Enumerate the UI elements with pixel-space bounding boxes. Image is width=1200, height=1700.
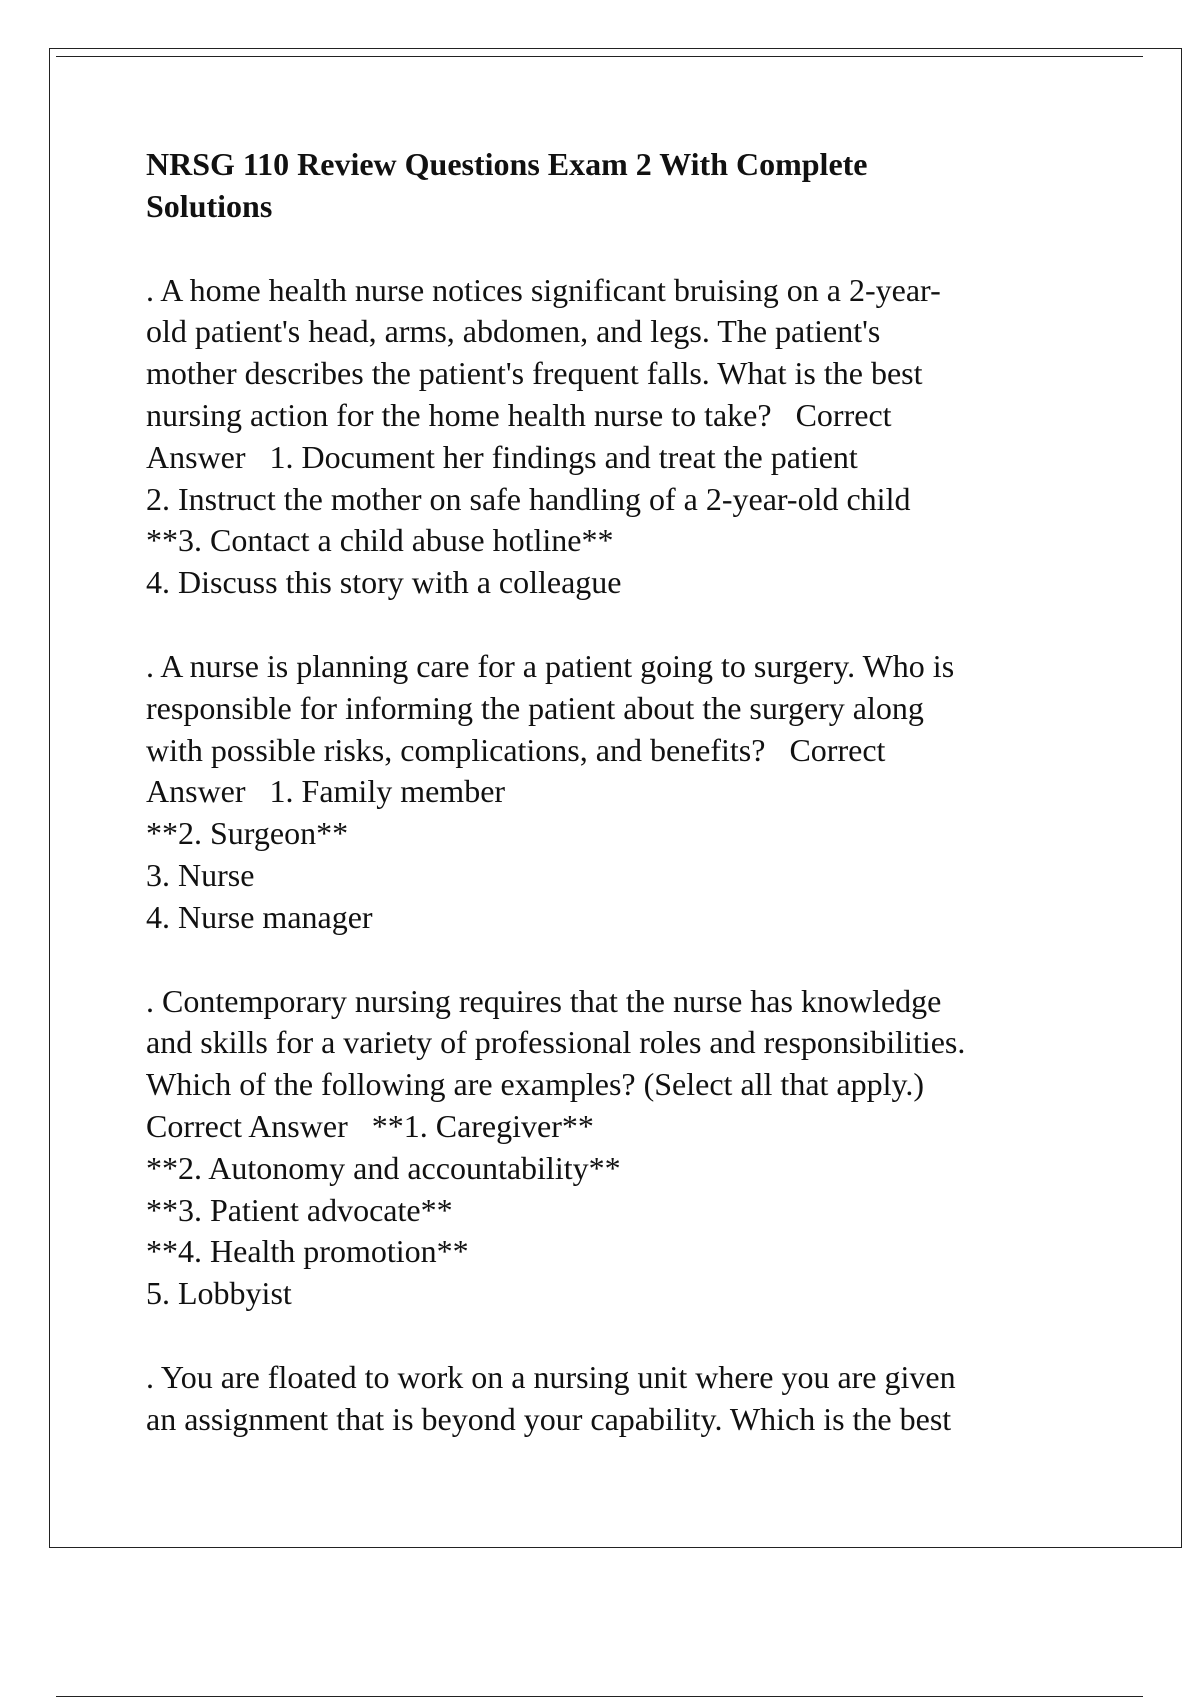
answer-line: 5. Lobbyist bbox=[146, 1275, 292, 1312]
question-line: . A home health nurse notices significant bruising on a 2-year- bbox=[146, 271, 941, 308]
answer-line: **3. Contact a child abuse hotline** bbox=[146, 522, 614, 559]
question-line: responsible for informing the patient about the surgery along bbox=[146, 689, 924, 726]
answer-line: Correct Answer **1. Caregiver** bbox=[146, 1107, 594, 1144]
question-line: and skills for a variety of professional roles and responsibilities. bbox=[146, 1024, 966, 1061]
document-title bbox=[146, 144, 1086, 228]
question-line: . A nurse is planning care for a patient going to surgery. Who is bbox=[146, 647, 955, 684]
answer-line: 4. Discuss this story with a colleague bbox=[146, 564, 622, 601]
answer-line: 2. Instruct the mother on safe handling of a 2-year-old child bbox=[146, 480, 911, 517]
answer-line: 4. Nurse manager bbox=[146, 898, 373, 935]
answer-line: **4. Health promotion** bbox=[146, 1233, 469, 1270]
answer-line: **2. Surgeon** bbox=[146, 815, 349, 852]
answer-line: Answer 1. Family member bbox=[146, 773, 506, 810]
question-4 bbox=[146, 1357, 1086, 1441]
question-line: nursing action for the home health nurse to take? Correct bbox=[146, 396, 892, 433]
answer-line: **3. Patient advocate** bbox=[146, 1191, 453, 1228]
answer-line: 3. Nurse bbox=[146, 856, 255, 893]
document-body bbox=[146, 144, 1086, 1483]
title-line: NRSG 110 Review Questions Exam 2 With Complete bbox=[146, 146, 868, 182]
question-1 bbox=[146, 270, 1086, 604]
question-line: . Contemporary nursing requires that the nurse has knowledge bbox=[146, 982, 942, 1019]
question-line: with possible risks, complications, and benefits? Correct bbox=[146, 731, 886, 768]
question-line: old patient's head, arms, abdomen, and legs. The patient's bbox=[146, 313, 881, 350]
question-3 bbox=[146, 981, 1086, 1315]
bottom-rule bbox=[56, 1696, 1143, 1697]
answer-line: Answer 1. Document her findings and treat the patient bbox=[146, 438, 858, 475]
title-line: Solutions bbox=[146, 187, 273, 224]
answer-line: **2. Autonomy and accountability** bbox=[146, 1149, 621, 1186]
question-line: Which of the following are examples? (Select all that apply.) bbox=[146, 1066, 925, 1103]
question-line: an assignment that is beyond your capability. Which is the best bbox=[146, 1400, 952, 1437]
question-2 bbox=[146, 646, 1086, 939]
question-line: . You are floated to work on a nursing unit where you are given bbox=[146, 1358, 956, 1395]
question-line: mother describes the patient's frequent falls. What is the best bbox=[146, 355, 923, 392]
